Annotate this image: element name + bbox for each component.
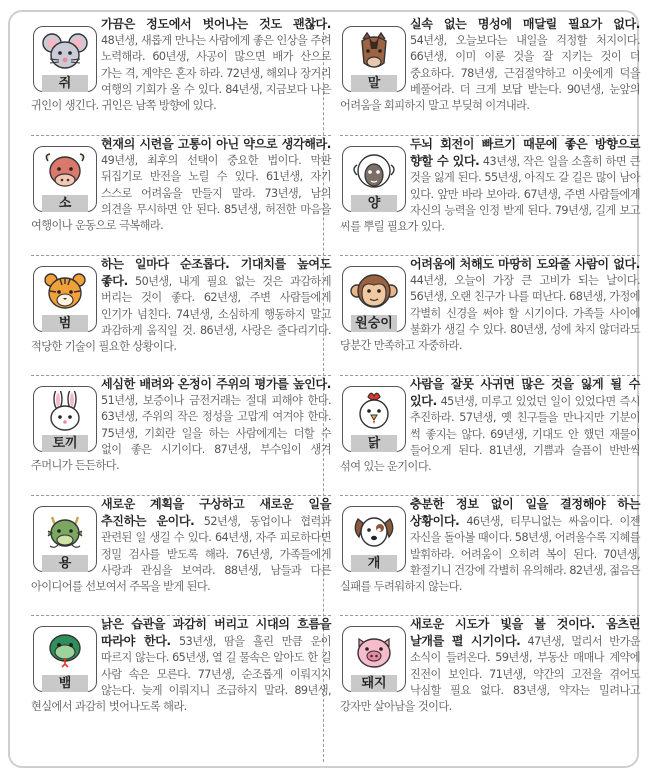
zodiac-entry	[340, 16, 640, 136]
left-column	[31, 16, 331, 736]
fortune-headline: 가끔은 정도에서 벗어나는 것도 괜찮다.	[101, 17, 331, 31]
animal-name-label: 돼지	[351, 675, 397, 692]
animal-name-label: 토끼	[42, 435, 88, 452]
fortune-headline: 하는 일마다 순조롭다. 기대치를 높여도 좋다.	[101, 257, 331, 289]
animal-icon-box	[33, 506, 97, 572]
fortune-headline: 낡은 습관을 과감히 버리고 시대의 흐름을 따라야 한다.	[101, 617, 331, 649]
animal-name-label: 소	[42, 195, 88, 212]
animal-icon-box	[342, 386, 406, 452]
fortune-body: 50년생, 내게 필요 없는 것은 과감하게 버리는 것이 좋다. 62년생, 주변 사람들에게 인기가 넘친다. 74년생, 소심하게 행동하지 말고 과감하게 움직일 것. 86년생, 사랑은 줄다리기다. 적당한 기술이 필요한 상황이다.	[31, 275, 331, 354]
fortune-headline: 어려움에 처해도 마땅히 도와줄 사람이 없다.	[410, 257, 640, 271]
zodiac-entry	[31, 256, 331, 376]
animal-name-label: 쥐	[42, 75, 88, 92]
animal-icon-box	[33, 626, 97, 692]
animal-icon-box	[342, 26, 406, 92]
fortune-body: 47년생, 멀리서 반가운 소식이 들려온다. 59년생, 부동산 매매나 계약에 진전이 보인다. 71년생, 약간의 고전을 겪어도 낙심할 필요 없다. 83년생, 약자는 밀려나고 강자만 살아남을 것이다.	[340, 635, 640, 714]
fortune-headline: 새로운 시도가 빛을 볼 것이다. 움츠린 날개를 펼 시기이다.	[410, 617, 640, 649]
animal-icon-box	[33, 386, 97, 452]
animal-icon-box	[342, 146, 406, 212]
animal-icon-box	[342, 266, 406, 332]
animal-icon-box	[342, 626, 406, 692]
animal-name-label: 범	[42, 315, 88, 332]
animal-name-label: 뱀	[42, 675, 88, 692]
animal-name-label: 개	[351, 555, 397, 572]
fortune-headline: 사람을 잘못 사귀면 많은 것을 잃게 될 수 있다.	[410, 377, 640, 409]
zodiac-entry	[31, 616, 331, 736]
fortune-body: 48년생, 새롭게 만나는 사람에게 좋은 인상을 주려 노력해라. 60년생, 사공이 많으면 배가 산으로 가는 격, 계약은 혼자 하라. 72년생, 해외나 장거리 여행의 기회가 올 수 있다. 84년생, 지금보다 나은 귀인이 생긴다. 귀인은 남쪽 방향에 있다.	[31, 34, 331, 113]
zodiac-entry	[340, 136, 640, 256]
zodiac-entry	[340, 616, 640, 736]
zodiac-entry	[31, 376, 331, 496]
fortune-headline: 새로운 계획을 구상하고 새로운 일을 추진하는 운이다.	[101, 497, 331, 529]
animal-name-label: 말	[351, 75, 397, 92]
animal-icon-box	[33, 266, 97, 332]
fortune-headline: 실속 없는 명성에 매달릴 필요가 없다.	[410, 17, 640, 31]
animal-icon-box	[33, 26, 97, 92]
fortune-body: 45년생, 미루고 있었던 일이 있었다면 즉시 추진하라. 57년생, 옛 친구들을 만나지만 기분이 썩 좋지는 않다. 69년생, 기대도 안 했던 재물이 들어오게 된다. 81년생, 기쁨과 슬픔이 반반씩 섞여 있는 운기이다.	[340, 395, 640, 474]
fortune-body: 44년생, 오늘이 가장 큰 고비가 되는 날이다. 56년생, 오랜 친구가 나를 떠난다. 68년생, 가정에 각별히 신경을 써야 할 시기이다. 가족들 사이에 불화가 생길 수 있다. 80년생, 성에 차지 않더라도 당분간 만족하고 자중하라.	[340, 274, 640, 353]
fortune-body: 54년생, 오늘보다는 내일을 걱정할 처지이다. 66년생, 이미 이룬 것을 잘 지키는 것이 더 중요하다. 78년생, 근검절약하고 이웃에게 덕을 베풀어라. 더 크게 보답 받는다. 90년생, 눈앞의 어려움을 회피하지 말고 부딪혀 이겨내라.	[340, 34, 640, 113]
fortune-body: 53년생, 땀을 흘린 만큼 운이 따르지 않는다. 65년생, 열 길 물속은 알아도 한 길 사람 속은 모른다. 77년생, 순조롭게 이뤄지지 않는다. 늦게 이뤄지니 조급하지 말라. 89년생, 현실에서 과감히 벗어나도록 해라.	[31, 635, 332, 714]
right-column	[340, 16, 640, 736]
fortune-headline: 충분한 정보 없이 일을 결정해야 하는 상황이다.	[410, 497, 640, 529]
zodiac-entry	[340, 256, 640, 376]
fortune-body: 51년생, 보증이나 금전거래는 절대 피해야 한다. 63년생, 주위의 작은 정성을 고맙게 여겨야 한다. 75년생, 기회란 일을 하는 사람에게는 더할 수 없이 좋은 시기이다. 87년생, 부수입이 생겨 주머니가 든든하다.	[31, 394, 331, 473]
animal-name-label: 용	[42, 555, 88, 572]
fortune-headline: 세심한 배려와 온정이 주위의 평가를 높인다.	[101, 377, 331, 391]
animal-name-label: 원숭이	[351, 315, 397, 332]
zodiac-entry	[340, 496, 640, 616]
fortune-body: 43년생, 작은 일을 소홀히 하면 큰 것을 잃게 된다. 55년생, 아직도 갈 길은 많이 남아 있다. 앞만 바라 보아라. 67년생, 주변 사람들에게 자신의 능력을 인정 받게 된다. 79년생, 길게 보고 씨를 뿌릴 필요가 있다.	[340, 155, 640, 234]
animal-name-label: 닭	[351, 435, 397, 452]
zodiac-entry	[31, 136, 331, 256]
zodiac-entry	[31, 16, 331, 136]
fortune-headline: 두뇌 회전이 빠르기 때문에 좋은 방향으로 향할 수 있다.	[410, 137, 640, 169]
animal-icon-box	[342, 506, 406, 572]
fortune-body: 46년생, 티무니없는 싸움이다. 이젠 자신을 돌아볼 때이다. 58년생, 어려울수록 지혜를 발휘하라. 어려움이 오히려 복이 된다. 70년생, 환절기니 건강에 각별히 유의해라. 82년생, 젊음은 실패를 두려워하지 않는다.	[340, 515, 640, 594]
animal-icon-box	[33, 146, 97, 212]
animal-name-label: 양	[351, 195, 397, 212]
fortune-headline: 현재의 시련을 고통이 아닌 약으로 생각해라.	[101, 137, 331, 151]
zodiac-entry	[31, 496, 331, 616]
fortune-body: 52년생, 동업이나 협력과 관련된 일 생길 수 있다. 64년생, 자주 피로하다면 정밀 검사를 받도록 해라. 76년생, 가족들에게 사랑과 관심을 보여라. 88년생, 남들과 다른 아이디어를 선보여서 주목을 받게 된다.	[31, 515, 331, 594]
fortune-body: 49년생, 최후의 선택이 중요한 법이다. 막판 뒤집기로 반전을 노릴 수 있다. 61년생, 자기 스스로 어려움을 만들지 말라. 73년생, 남의 의견을 무시하면 안 된다. 85년생, 허전한 마음을 여행이나 운동으로 극복해라.	[31, 154, 331, 233]
zodiac-entry	[340, 376, 640, 496]
